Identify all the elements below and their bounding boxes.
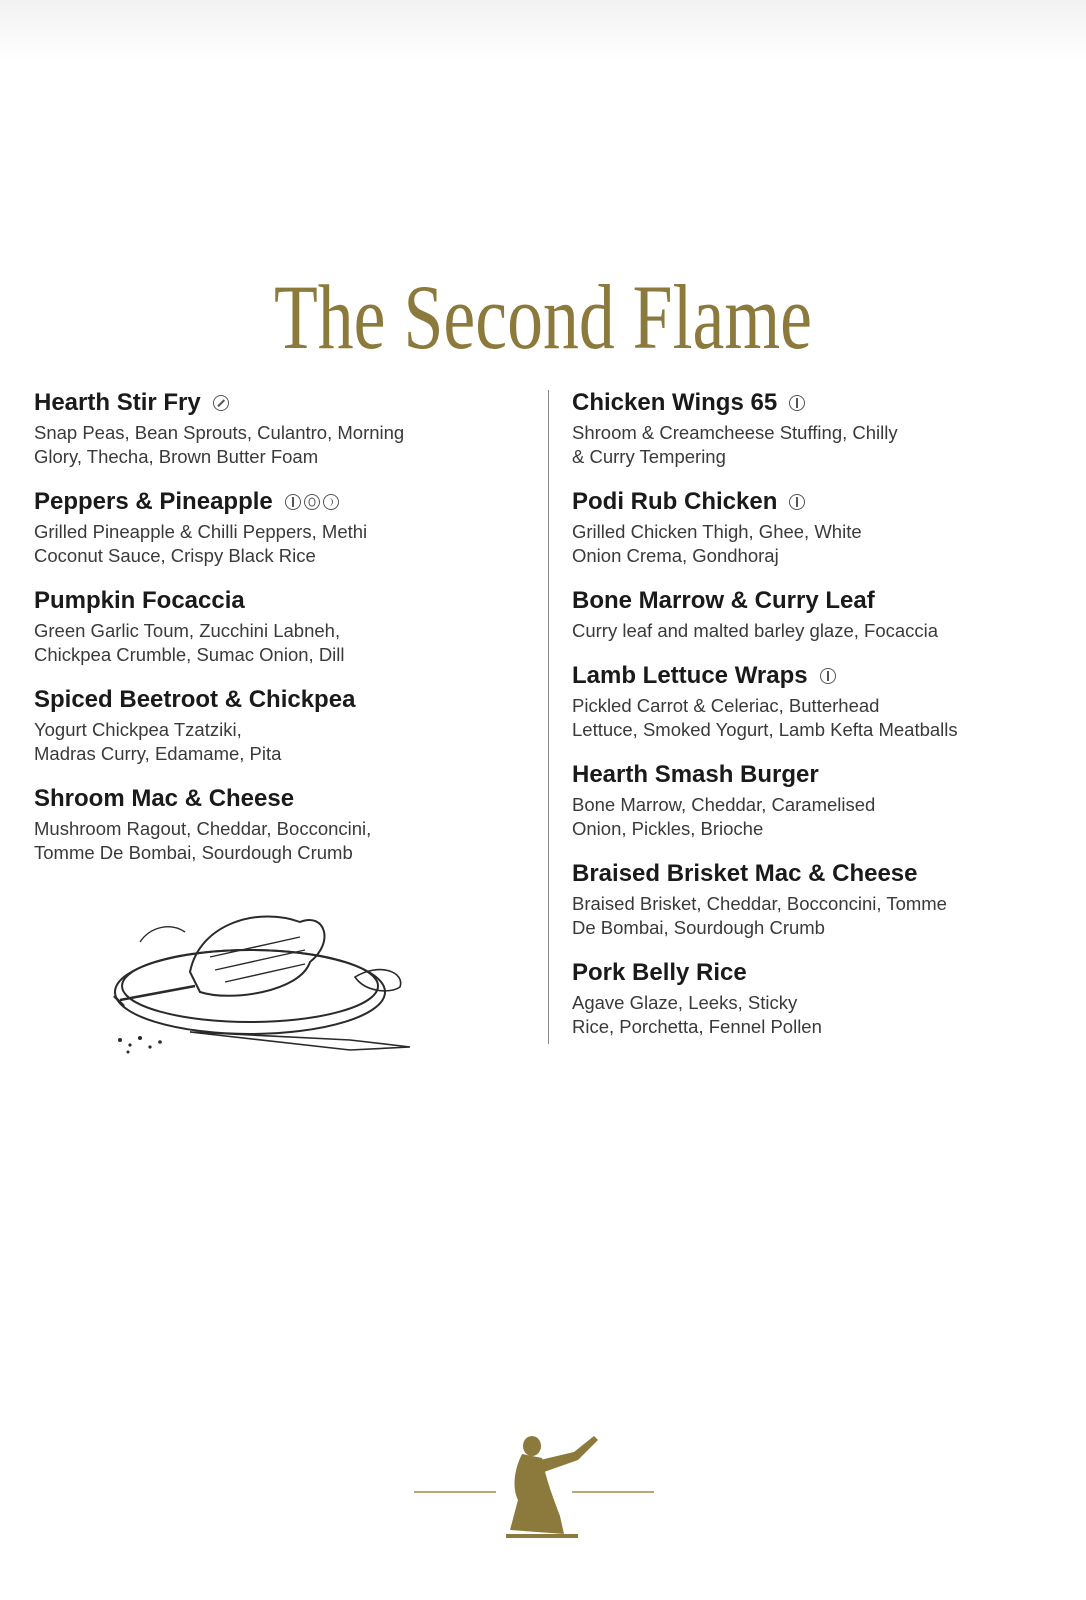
- right-column: [572, 388, 1052, 1057]
- description-line: Glory, Thecha, Brown Butter Foam: [34, 446, 319, 467]
- menu-title: The Second Flame: [273, 266, 813, 368]
- description-line: Bone Marrow, Cheddar, Caramelised: [572, 794, 876, 815]
- menu-item-description: [34, 817, 504, 865]
- description-line: Curry leaf and malted barley glaze, Focaccia: [572, 620, 939, 641]
- description-line: Braised Brisket, Cheddar, Bocconcini, Tomme: [572, 893, 947, 914]
- menu-item-description: [34, 619, 504, 667]
- menu-item-name: [572, 859, 1052, 889]
- menu-item-description: [572, 991, 1052, 1039]
- description-line: Madras Curry, Edamame, Pita: [34, 743, 282, 764]
- dietary-icons: [789, 494, 805, 510]
- column-divider: [548, 390, 549, 1044]
- menu-item-name: [34, 586, 504, 616]
- menu-item-name: [34, 487, 504, 517]
- description-line: Green Garlic Toum, Zucchini Labneh,: [34, 620, 341, 641]
- menu-item: [34, 388, 504, 469]
- menu-item-description: [34, 520, 504, 568]
- description-line: Mushroom Ragout, Cheddar, Bocconcini,: [34, 818, 372, 839]
- menu-item-name: [34, 685, 504, 715]
- menu-item-description: [34, 421, 504, 469]
- menu-item-name: [572, 760, 1052, 790]
- menu-item-name-text: Pork Belly Rice: [572, 959, 747, 986]
- description-line: Grilled Pineapple & Chilli Peppers, Methi: [34, 521, 368, 542]
- menu-item-name: [572, 661, 1052, 691]
- nut-icon: [304, 494, 320, 510]
- menu-item-name-text: Hearth Stir Fry: [34, 389, 201, 416]
- description-line: Grilled Chicken Thigh, Ghee, White: [572, 521, 862, 542]
- menu-item-name: [572, 487, 1052, 517]
- menu-item: [572, 859, 1052, 940]
- menu-item-name-text: Spiced Beetroot & Chickpea: [34, 686, 356, 713]
- veg-icon: [213, 395, 229, 411]
- steak-illustration: [100, 882, 430, 1072]
- menu-item: [572, 487, 1052, 568]
- wheat-icon: [820, 668, 836, 684]
- menu-item-name-text: Bone Marrow & Curry Leaf: [572, 587, 875, 614]
- menu-item-name: [34, 388, 504, 418]
- description-line: Tomme De Bombai, Sourdough Crumb: [34, 842, 353, 863]
- description-line: Shroom & Creamcheese Stuffing, Chilly: [572, 422, 898, 443]
- menu-item-description: [572, 892, 1052, 940]
- menu-item-name: [572, 388, 1052, 418]
- dietary-icons: [213, 395, 229, 411]
- menu-item: [34, 784, 504, 865]
- menu-item-name-text: Shroom Mac & Cheese: [34, 785, 295, 812]
- menu-item-description: [572, 793, 1052, 841]
- menu-item: [572, 760, 1052, 841]
- menu-item-name-text: Chicken Wings 65: [572, 389, 778, 416]
- menu-item-name: [572, 958, 1052, 988]
- description-line: Onion Crema, Gondhoraj: [572, 545, 779, 566]
- menu-item-description: [572, 520, 1052, 568]
- menu-item-name-text: Podi Rub Chicken: [572, 488, 778, 515]
- left-column: [34, 388, 504, 883]
- leaf-icon: [323, 494, 339, 510]
- description-line: Agave Glaze, Leeks, Sticky: [572, 992, 798, 1013]
- menu-item: [572, 388, 1052, 469]
- menu-item-name-text: Pumpkin Focaccia: [34, 587, 245, 614]
- menu-item-name-text: Braised Brisket Mac & Cheese: [572, 860, 918, 887]
- menu-item: [34, 487, 504, 568]
- menu-item-name-text: Hearth Smash Burger: [572, 761, 819, 788]
- footer-logo-figure: [414, 1430, 654, 1540]
- menu-item-name: [34, 784, 504, 814]
- description-line: Coconut Sauce, Crispy Black Rice: [34, 545, 316, 566]
- description-line: Lettuce, Smoked Yogurt, Lamb Kefta Meatballs: [572, 719, 958, 740]
- description-line: Chickpea Crumble, Sumac Onion, Dill: [34, 644, 345, 665]
- top-fade: [0, 0, 1086, 60]
- dietary-icons: [285, 494, 339, 510]
- menu-item-description: [572, 619, 1052, 643]
- menu-item: [34, 586, 504, 667]
- menu-item-name-text: Peppers & Pineapple: [34, 488, 273, 515]
- wheat-icon: [789, 494, 805, 510]
- menu-item-description: [572, 694, 1052, 742]
- description-line: Onion, Pickles, Brioche: [572, 818, 764, 839]
- menu-item-name-text: Lamb Lettuce Wraps: [572, 662, 808, 689]
- description-line: Yogurt Chickpea Tzatziki,: [34, 719, 242, 740]
- description-line: Pickled Carrot & Celeriac, Butterhead: [572, 695, 880, 716]
- menu-item: [572, 958, 1052, 1039]
- description-line: De Bombai, Sourdough Crumb: [572, 917, 825, 938]
- description-line: Snap Peas, Bean Sprouts, Culantro, Morning: [34, 422, 405, 443]
- dietary-icons: [820, 668, 836, 684]
- menu-item-description: [572, 421, 1052, 469]
- description-line: & Curry Tempering: [572, 446, 726, 467]
- dietary-icons: [789, 395, 805, 411]
- wheat-icon: [285, 494, 301, 510]
- wheat-icon: [789, 395, 805, 411]
- menu-item-name: [572, 586, 1052, 616]
- menu-item-description: [34, 718, 504, 766]
- menu-item: [34, 685, 504, 766]
- menu-item: [572, 586, 1052, 643]
- description-line: Rice, Porchetta, Fennel Pollen: [572, 1016, 822, 1037]
- menu-item: [572, 661, 1052, 742]
